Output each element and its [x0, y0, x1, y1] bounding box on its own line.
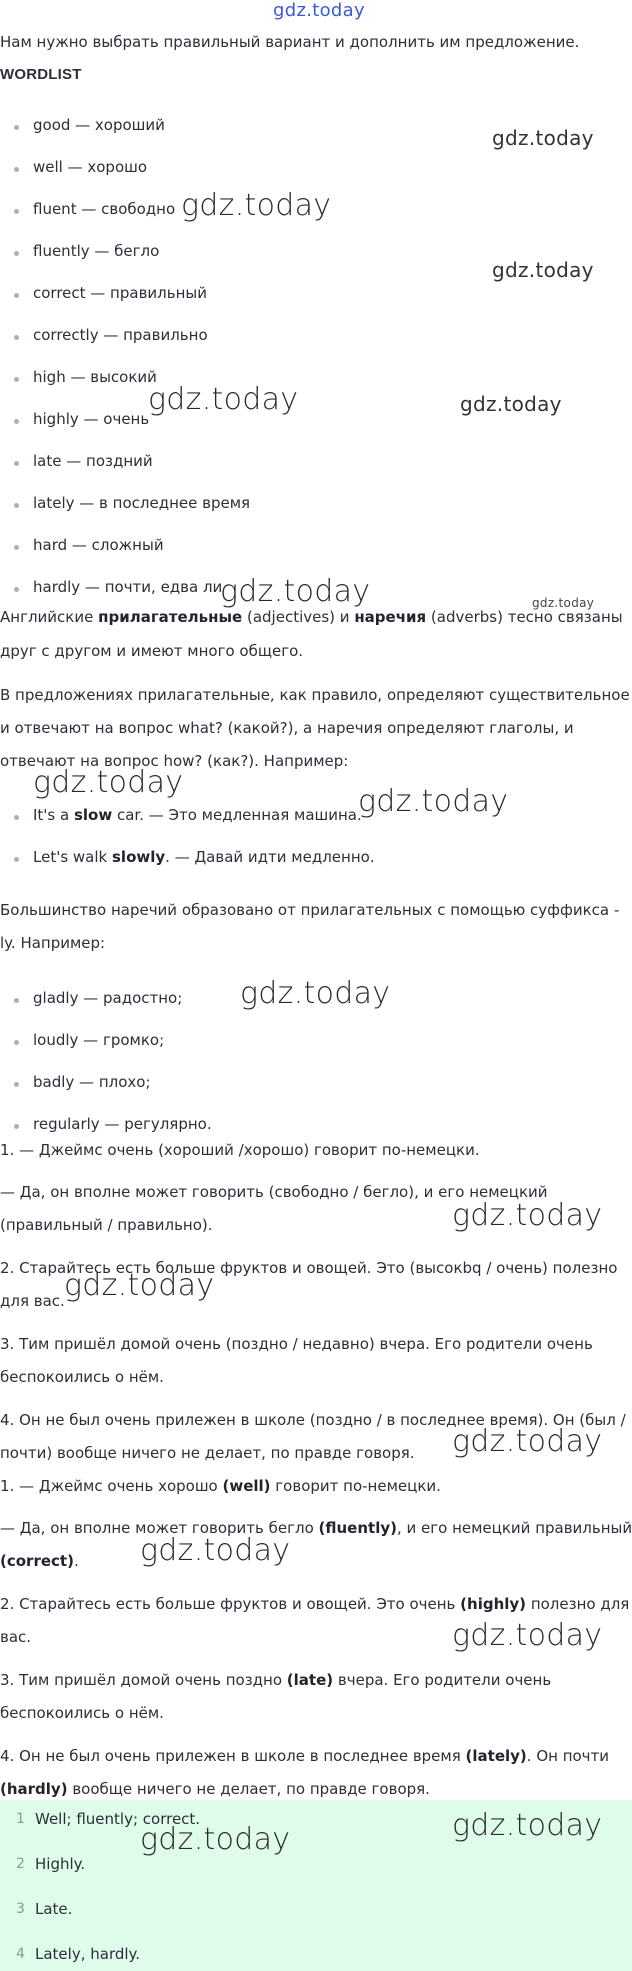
bullet-icon: [14, 1040, 19, 1045]
watermark: gdz.today: [452, 1618, 603, 1653]
solution-4-line2: (hardly) вообще ничего не делает, по правде говоря.: [0, 1780, 430, 1798]
bullet-icon: [14, 545, 19, 550]
solution-4-line1: 4. Он не был очень прилежен в школе в последнее время (lately). Он почти: [0, 1747, 610, 1765]
task-2-line1: 2. Старайтесь есть больше фруктов и овощей. Это (высокbq / очень) полезно: [0, 1259, 618, 1277]
task-1b-line2: (правильный / правильно).: [0, 1216, 213, 1234]
bullet-icon: [14, 461, 19, 466]
watermark: gdz.today: [64, 1268, 215, 1303]
intro-text: Нам нужно выбрать правильный вариант и дополнить им предложение.: [0, 33, 580, 51]
theory-p3-line2: ly. Например:: [0, 934, 106, 952]
bullet-icon: [14, 419, 19, 424]
theory-p1-line1: Английские прилагательные (adjectives) и наречия (adverbs) тесно связаны: [0, 608, 623, 626]
bullet-icon: [14, 209, 19, 214]
bullet-icon: [14, 293, 19, 298]
task-4-line2: почти) вообще ничего не делает, по правде говоря.: [0, 1444, 415, 1462]
watermark: gdz.today: [452, 1424, 603, 1459]
watermark: gdz.today: [148, 382, 299, 417]
answer-number: 2: [16, 1856, 25, 1872]
theory-p3-line1: Большинство наречий образовано от прилагательных с помощью суффикса -: [0, 901, 620, 919]
solution-2-line1: 2. Старайтесь есть больше фруктов и овощей. Это очень (highly) полезно для: [0, 1595, 630, 1613]
list-item: well — хорошо: [33, 158, 148, 176]
answer-text: Highly.: [35, 1855, 86, 1873]
theory-p2-line1: В предложениях прилагательные, как правило, определяют существительное: [0, 686, 630, 704]
bullet-icon: [14, 587, 19, 592]
list-item: good — хороший: [33, 116, 165, 134]
bullet-icon: [14, 167, 19, 172]
watermark: gdz.today: [240, 976, 391, 1011]
example-slowly: Let's walk slowly. — Давай идти медленно.: [33, 848, 375, 866]
watermark: gdz.today: [492, 258, 594, 282]
theory-p1-line2: друг с другом и имеют много общего.: [0, 642, 304, 660]
bullet-icon: [14, 125, 19, 130]
list-item: highly — очень: [33, 410, 150, 428]
bullet-icon: [14, 503, 19, 508]
watermark: gdz.today: [220, 574, 371, 609]
watermark: gdz.today: [140, 1533, 291, 1568]
list-item: fluently — бегло: [33, 242, 160, 260]
list-item: gladly — радостно;: [33, 989, 183, 1007]
list-item: hard — сложный: [33, 536, 164, 554]
solution-3-line2: беспокоились о нём.: [0, 1704, 164, 1722]
watermark: gdz.today: [452, 1808, 603, 1843]
bullet-icon: [14, 857, 19, 862]
task-2-line2: для вас.: [0, 1292, 65, 1310]
watermark: gdz.today: [460, 392, 562, 416]
task-3-line1: 3. Тим пришёл домой очень (поздно / недавно) вчера. Его родители очень: [0, 1335, 593, 1353]
solution-2-line2: вас.: [0, 1628, 32, 1646]
watermark: gdz.today: [492, 126, 594, 150]
bullet-icon: [14, 1124, 19, 1129]
list-item: lately — в последнее время: [33, 494, 251, 512]
example-slow: It's a slow car. — Это медленная машина.: [33, 806, 362, 824]
watermark-top: gdz.today: [273, 0, 365, 21]
bullet-icon: [14, 251, 19, 256]
watermark: gdz.today: [181, 188, 332, 223]
bullet-icon: [14, 335, 19, 340]
solution-1: 1. — Джеймс очень хорошо (well) говорит по-немецки.: [0, 1477, 441, 1495]
bullet-icon: [14, 815, 19, 820]
task-1b-line1: — Да, он вполне может говорить (свободно / бегло), и его немецкий: [0, 1183, 548, 1201]
theory-p2-line3: отвечают на вопрос how? (как?). Например:: [0, 752, 349, 770]
watermark: gdz.today: [33, 765, 184, 800]
list-item: badly — плохо;: [33, 1073, 151, 1091]
answer-number: 3: [16, 1901, 25, 1917]
watermark: gdz.today: [532, 596, 595, 610]
solution-1b-line2: (correct).: [0, 1552, 79, 1570]
list-item: high — высокий: [33, 368, 157, 386]
answer-number: 4: [16, 1946, 25, 1962]
list-item: loudly — громко;: [33, 1031, 165, 1049]
watermark: gdz.today: [140, 1822, 291, 1857]
task-3-line2: беспокоились о нём.: [0, 1368, 164, 1386]
list-item: correct — правильный: [33, 284, 207, 302]
solution-1b-line1: — Да, он вполне может говорить бегло (fluently), и его немецкий правильный: [0, 1519, 632, 1537]
task-1: 1. — Джеймс очень (хороший /хорошо) говорит по-немецки.: [0, 1141, 480, 1159]
bullet-icon: [14, 377, 19, 382]
solution-3-line1: 3. Тим пришёл домой очень поздно (late) вчера. Его родители очень: [0, 1671, 552, 1689]
list-item: fluent — свободно: [33, 200, 176, 218]
theory-p2-line2: и отвечают на вопрос what? (какой?), а наречия определяют глаголы, и: [0, 719, 574, 737]
task-4-line1: 4. Он не был очень прилежен в школе (поздно / в последнее время). Он (был /: [0, 1411, 626, 1429]
wordlist-heading: WORDLIST: [0, 66, 82, 83]
bullet-icon: [14, 998, 19, 1003]
watermark: gdz.today: [452, 1198, 603, 1233]
bullet-icon: [14, 1082, 19, 1087]
watermark: gdz.today: [358, 784, 509, 819]
list-item: regularly — регулярно.: [33, 1115, 212, 1133]
list-item: hardly — почти, едва ли: [33, 578, 223, 596]
list-item: late — поздний: [33, 452, 153, 470]
answer-text: Late.: [35, 1900, 73, 1918]
answer-text: Lately, hardly.: [35, 1945, 141, 1963]
list-item: correctly — правильно: [33, 326, 208, 344]
answer-text: Well; fluently; correct.: [35, 1810, 201, 1828]
answer-number: 1: [16, 1811, 25, 1827]
